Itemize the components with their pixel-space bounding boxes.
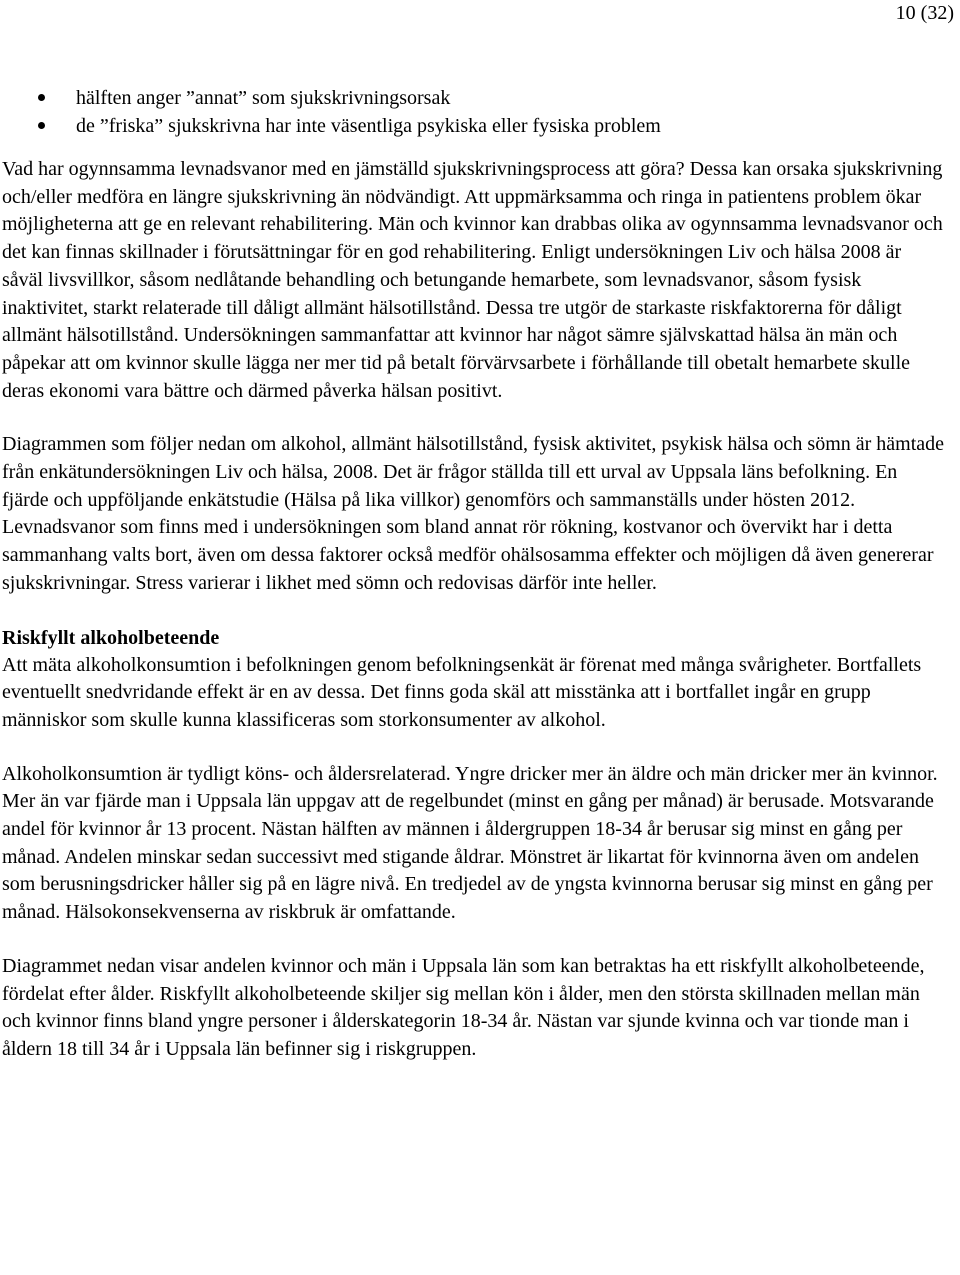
list-item [2,84,946,112]
page-number: 10 (32) [895,2,954,24]
bullet-list [2,84,946,140]
list-item [2,112,946,140]
paragraph-diagrammet: Diagrammet nedan visar andelen kvinnor och män i Uppsala län som kan betraktas ha ett riskfyllt alkoholbeteende, fördelat efter ålder. Riskfyllt alkoholbeteende skiljer sig mellan kön i ålder, men den största skillnaden mellan män och kvinnor finns bland yngre personer i ålderskategorin 18-34 år. Nästan var sjunde kvinna och var tionde man i åldern 18 till 34 år i Uppsala län befinner sig i riskgruppen. [2,954,925,1060]
paragraph-alkoholkonsumtion-matning: Att mäta alkoholkonsumtion i befolkningen genom befolkningsenkät är förenat med många svårigheter. Bortfallets eventuellt snedvridande effekt är en av dessa. Det finns goda skäl att misstänka att i bortfallet ingår en grupp människor som skulle kunna klassificeras som storkonsumenter av alkohol. [2,653,922,731]
section-heading: Riskfyllt alkoholbeteende [2,626,220,649]
paragraph-levnadsvanor: Vad har ogynnsamma levnadsvanor med en jämställd sjukskrivningsprocess att göra? Dessa kan orsaka sjukskrivning och/eller medföra en längre sjukskrivning än nödvändigt. Att uppmärksamma och ringa in patientens problem ökar möjligheterna att ge en relevant rehabilitering. Män och kvinnor kan drabbas olika av ogynnsamma levnadsvanor och det kan finnas skillnader i förutsättningar för en god rehabilitering. Enligt undersökningen Liv och hälsa 2008 är såväl livsvillkor, såsom nedlåtande behandling och betungande hemarbete, som levnadsvanor, såsom fysisk inaktivitet, starkt relaterade till dåligt allmänt hälsotillstånd. Dessa tre utgör de starkaste riskfaktorerna för dåligt allmänt hälsotillstånd. Undersökningen sammanfattar att kvinnor har något sämre självskattad hälsa än män och påpekar att om kvinnor skulle lägga ner mer tid på betalt förvärvsarbete i förhållande till obetalt hemarbete skulle deras ekonomi vara bättre och därmed påverka hälsan positivt. [2,158,943,402]
bullet-icon [38,122,45,129]
document-body [2,84,946,1090]
paragraph-diagrammen: Diagrammen som följer nedan om alkohol, allmänt hälsotillstånd, fysisk aktivitet, psykisk hälsa och sömn är hämtade från enkätundersökningen Liv och hälsa, 2008. Det är frågor ställda till ett urval av Uppsala läns befolkning. En fjärde och uppföljande enkätstudie (Hälsa på lika villkor) genomförs och sammanställs under hösten 2012. Levnadsvanor som finns med i undersökningen som bland annat rör rökning, kostvanor och övervikt har i detta sammanhang valts bort, även om dessa faktorer också medför ohälsosamma effekter och möjligen då även genererar sjukskrivningar. Stress varierar i likhet med sömn och redovisas därför inte heller. [2,433,945,594]
list-item-text: hälften anger ”annat” som sjukskrivningsorsak [76,87,451,109]
bullet-icon [38,94,45,101]
list-item-text: de ”friska” sjukskrivna har inte väsentliga psykiska eller fysiska problem [76,115,661,137]
paragraph-alkoholkonsumtion-kon-alder: Alkoholkonsumtion är tydligt köns- och åldersrelaterad. Yngre dricker mer än äldre och män dricker mer än kvinnor. Mer än var fjärde man i Uppsala län uppgav att de regelbundet (minst en gång per månad) är berusade. Motsvarande andel för kvinnor år 13 procent. Nästan hälften av männen i åldergruppen 18-34 år berusar sig minst en gång per månad. Andelen minskar sedan successivt med stigande åldrar. Mönstret är likartat för kvinnorna även om andelen som berusningsdricker håller sig på en lägre nivå. En tredjedel av de yngsta kvinnorna berusar sig minst en gång per månad. Hälsokonsekvenserna av riskbruk är omfattande. [2,762,938,924]
